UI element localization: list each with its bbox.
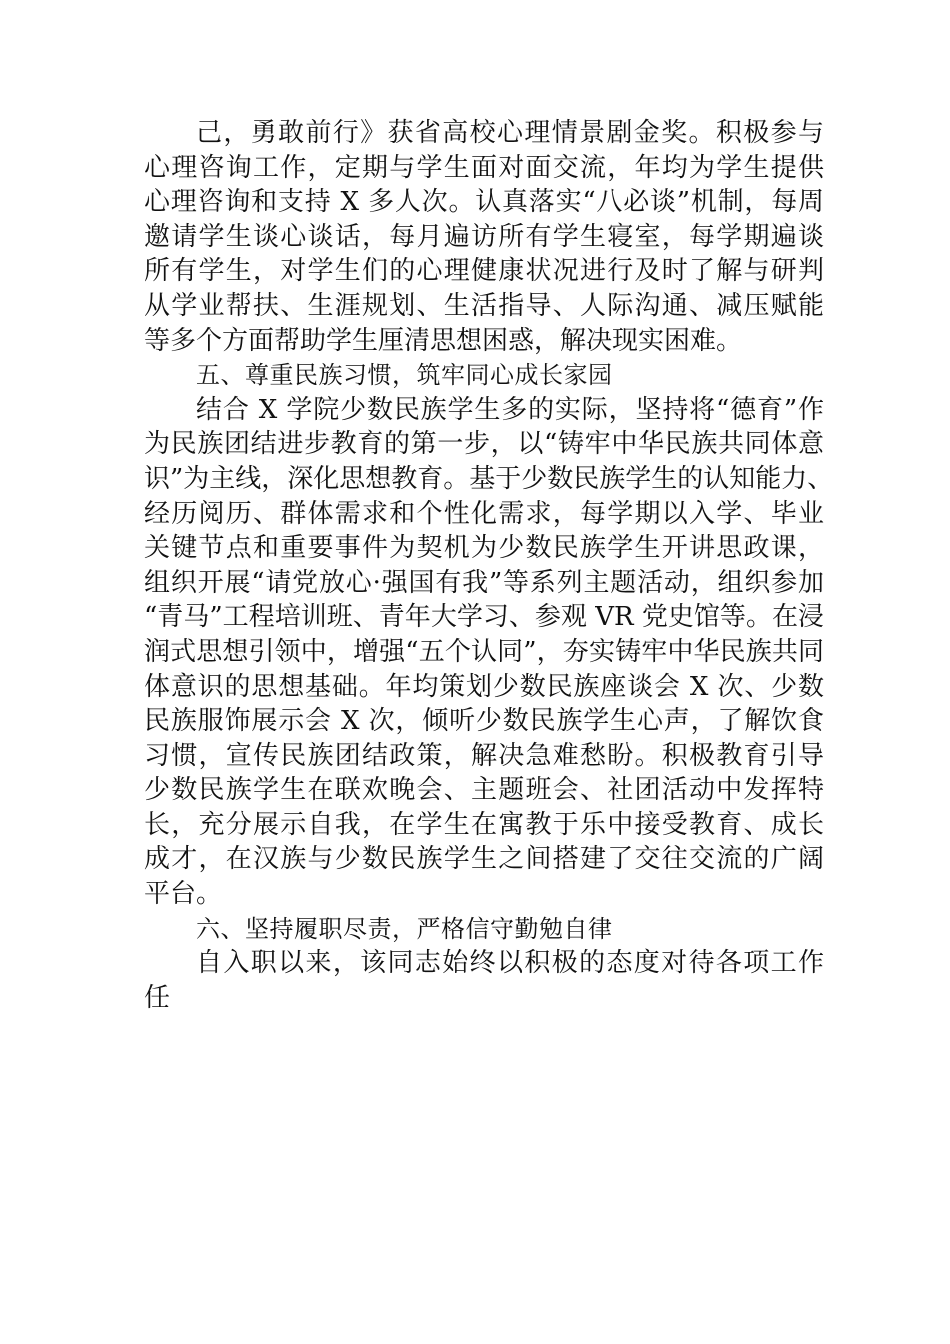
text-line: 任 [144, 982, 171, 1013]
text-line: 自入职以来，该同志始终以积极的态度对待各项工作 [196, 948, 824, 979]
text-line: 识”为主线，深化思想教育。基于少数民族学生的认知能力、 [144, 463, 834, 494]
text-line: 组织开展“请党放心·强国有我”等系列主题活动，组织参加 [144, 567, 824, 598]
text-line: 习惯，宣传民族团结政策，解决急难愁盼。积极教育引导 [144, 740, 824, 771]
paragraph-duty [144, 946, 824, 1015]
text-line: 己，勇敢前行》获省高校心理情景剧金奖。积极参与 [196, 118, 824, 148]
text-line: 平台。 [144, 879, 223, 910]
text-line: 心理咨询工作，定期与学生面对面交流，年均为学生提供 [144, 152, 824, 183]
section-heading-6: 六、坚持履职尽责，严格信守勤勉自律 [196, 914, 613, 943]
text-line: “青马”工程培训班、青年大学习、参观 VR 党史馆等。在浸 [144, 602, 824, 633]
text-line: 关键节点和重要事件为契机为少数民族学生开讲思政课， [144, 533, 824, 564]
text-line: 等多个方面帮助学生厘清思想困惑，解决现实困难。 [144, 325, 743, 356]
text-line: 成才，在汉族与少数民族学生之间搭建了交往交流的广阔 [144, 844, 824, 875]
text-line: 长，充分展示自我，在学生在寓教于乐中接受教育、成长 [144, 809, 824, 840]
text-line: 经历阅历、群体需求和个性化需求，每学期以入学、毕业 [144, 498, 824, 529]
text-line: 心理咨询和支持 X 多人次。认真落实“八必谈”机制，每周 [144, 187, 824, 218]
paragraph-ethnic-unity [144, 393, 834, 912]
text-line: 所有学生，对学生们的心理健康状况进行及时了解与研判 [144, 256, 824, 287]
section-heading-5: 五、尊重民族习惯，筑牢同心成长家园 [196, 361, 613, 390]
text-line: 少数民族学生在联欢晚会、主题班会、社团活动中发挥特 [144, 775, 824, 806]
text-line: 结合 X 学院少数民族学生多的实际，坚持将“德育”作 [196, 394, 824, 425]
paragraph-counseling [144, 116, 824, 358]
document-body [144, 116, 834, 1015]
text-line: 润式思想引领中，增强“五个认同”，夯实铸牢中华民族共同 [144, 636, 824, 667]
text-line: 从学业帮扶、生涯规划、生活指导、人际沟通、减压赋能 [144, 290, 824, 321]
text-line: 为民族团结进步教育的第一步，以“铸牢中华民族共同体意 [144, 429, 824, 460]
text-line: 民族服饰展示会 X 次，倾听少数民族学生心声，了解饮食 [144, 706, 824, 737]
text-line: 邀请学生谈心谈话，每月遍访所有学生寝室，每学期遍谈 [144, 221, 824, 252]
text-line: 体意识的思想基础。年均策划少数民族座谈会 X 次、少数 [144, 671, 824, 702]
